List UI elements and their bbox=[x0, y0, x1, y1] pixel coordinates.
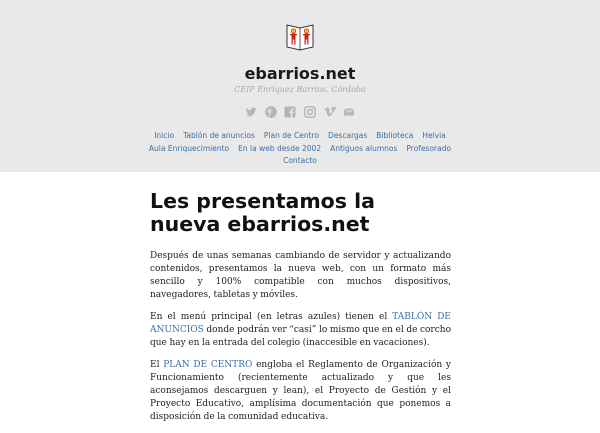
paragraph-1: Después de unas semanas cambiando de servidor y actualizando contenidos, presentamos la nueva web, con un formato más sencillo y 100% compatible con muchos dispositivos, navegadores, tabletas y móviles. bbox=[150, 251, 451, 300]
menu-item-tablon[interactable]: Tablón de anuncios bbox=[183, 131, 255, 140]
menu-item-profesorado[interactable]: Profesorado bbox=[406, 143, 452, 153]
pinterest-icon[interactable] bbox=[264, 105, 278, 119]
post-body bbox=[150, 250, 451, 424]
main-content bbox=[150, 190, 451, 433]
post-title[interactable]: Les presentamos la nueva ebarrios.net bbox=[150, 189, 375, 236]
vimeo-icon[interactable] bbox=[322, 105, 336, 119]
instagram-icon[interactable] bbox=[303, 105, 317, 119]
email-icon[interactable] bbox=[342, 105, 356, 119]
twitter-icon[interactable] bbox=[244, 105, 258, 119]
menu-item-helvia[interactable]: Helvia bbox=[422, 131, 446, 140]
school-logo-icon[interactable] bbox=[284, 20, 316, 52]
site-title[interactable]: ebarrios.net bbox=[244, 64, 356, 83]
menu-item-biblioteca[interactable]: Biblioteca bbox=[376, 131, 414, 140]
paragraph-2-text-before: En el menú principal (en letras azules) tienen el bbox=[150, 312, 393, 322]
menu-row-1 bbox=[0, 130, 600, 143]
menu-item-descargas[interactable]: Descargas bbox=[328, 131, 368, 140]
paragraph-2-text-after: donde podrán ver “casi” lo mismo que en el de corcho que hay en la entrada del colegio (inaccesible en vacaciones). bbox=[150, 325, 451, 348]
paragraph-3-text-after: engloba el Reglamento de Organización y Funcionamiento (recientemente actualizado y que les aconsejamos descarguen y lean), el Proyecto de Gestión y el Proyecto Educativo, amplísima documentación que ponemos a disposición de la comunidad educativa. bbox=[150, 360, 451, 422]
site-header bbox=[0, 0, 600, 172]
paragraph-2 bbox=[150, 311, 451, 350]
menu-item-aula-enriquecimiento[interactable]: Aula Enriquecimiento bbox=[148, 143, 230, 153]
social-links bbox=[244, 105, 356, 119]
paragraph-3 bbox=[150, 359, 451, 424]
menu-item-inicio[interactable]: Inicio bbox=[154, 131, 175, 140]
menu-item-antiguos-alumnos[interactable]: Antiguos alumnos bbox=[330, 143, 398, 153]
facebook-icon[interactable] bbox=[283, 105, 297, 119]
menu-row-3 bbox=[0, 155, 600, 168]
menu-item-plan-de-centro[interactable]: Plan de Centro bbox=[263, 131, 320, 140]
main-menu bbox=[0, 130, 600, 168]
plan-de-centro-link[interactable]: PLAN DE CENTRO bbox=[163, 360, 253, 370]
menu-item-web-desde-2002[interactable]: En la web desde 2002 bbox=[238, 143, 322, 153]
site-description: CEIP Enríquez Barrios. Córdoba bbox=[234, 85, 366, 94]
menu-item-contacto[interactable]: Contacto bbox=[283, 156, 317, 165]
tablon-de-anuncios-link[interactable]: TABLÓN DE ANUNCIOS bbox=[150, 312, 451, 335]
paragraph-3-text-before: El bbox=[150, 360, 164, 370]
menu-row-2 bbox=[0, 143, 600, 156]
